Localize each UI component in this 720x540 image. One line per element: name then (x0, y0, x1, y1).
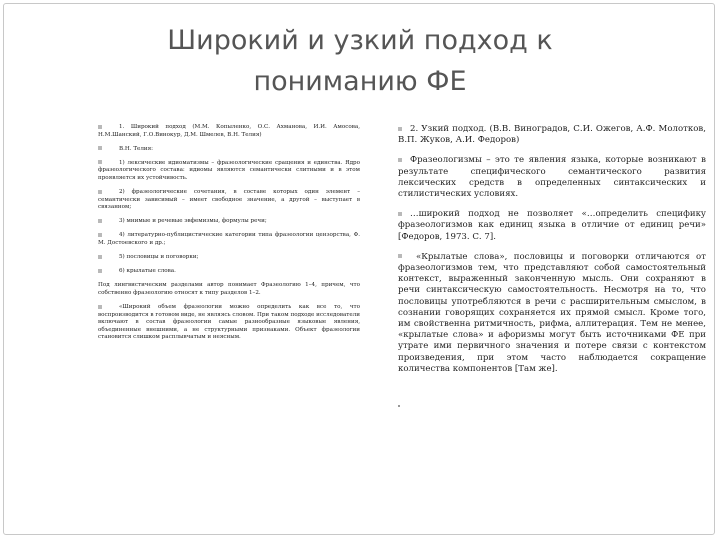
left-paragraph-5: 3) мнимые и речевые эвфемизмы, формулы речи; (98, 218, 360, 226)
bullet-icon (98, 160, 102, 164)
left-paragraph-3: 1) лексические идиоматизмы – фразеологические сращения и единства. Ядро фразеологического состава: идиомы являются семантически слитными и в этом проявляется их устойчивость. (98, 159, 360, 181)
bullet-icon (98, 190, 102, 194)
bullet-icon (98, 146, 102, 150)
bullet-icon (398, 254, 402, 258)
bullet-icon (398, 127, 402, 131)
left-column (98, 124, 360, 348)
stray-dot (398, 405, 400, 407)
left-paragraph-6: 4) литературно-публицистические категории типа фразеологии цензорства, Ф. М. Достоевского и др.; (98, 232, 360, 247)
bullet-icon (98, 305, 102, 309)
bullet-icon (398, 158, 402, 162)
left-paragraph-10: «Широкий объем фразеологии можно определить как все то, что воспроизводится в готовом виде, не являясь словом. При таком подходе исследователи включают в состав фразеологии самые разнообразные языковые явления, объединенные внешними, а не структурными признаками. Объект фразеологии становится слишком расплывчатым и неясным. (98, 304, 360, 341)
left-paragraph-9: Под лингвистическим разделами автор понимает Фразеологию 1–4, причем, что собственно фразеологию относят к типу разделов 1–2. (98, 282, 360, 296)
left-paragraph-1: 1. Широкий подход (М.М. Копыленко, О.С. Ахманова, И.И. Амосова, Н.М.Шанский, Г.О.Винокур, Д.М. Шмелев, В.Н. Телия) (98, 124, 360, 138)
bullet-icon (98, 269, 102, 273)
left-paragraph-4: 2) фразеологические сочетания, в составе которых один элемент – семантически зависимый – имеет свободное значение, а другой – выступает в связанном; (98, 189, 360, 211)
bullet-icon (98, 233, 102, 237)
slide-title: Широкий и узкий подход к пониманию ФЕ (167, 25, 553, 97)
right-paragraph-2: Фразеологизмы – это те явления языка, которые возникают в результате специфического семантического развития лексических средств в определенных синтаксических и стилистических условиях. (398, 155, 706, 200)
right-paragraph-3: …широкий подход не позволяет «…определить специфику фразеологизмов как единиц языка в отличие от единиц речи» [Федоров, 1973. С. 7]. (398, 209, 706, 242)
left-paragraph-8: 6) крылатые слова. (98, 268, 360, 276)
bullet-icon (98, 219, 102, 223)
right-column (398, 124, 706, 384)
bullet-icon (398, 212, 402, 216)
left-paragraph-7: 5) пословицы и поговорки; (98, 254, 360, 262)
bullet-icon (98, 255, 102, 259)
bullet-icon (98, 125, 102, 129)
left-paragraph-2: В.Н. Телия: (98, 146, 360, 154)
right-paragraph-4: «Крылатые слова», пословицы и поговорки отличаются от фразеологизмов тем, что представляют собой самостоятельный контекст, выраженный законченную мысль. Они сохраняют в речи синтаксическую самостоятельность. Несмотря на то, что пословицы употребляются в речи с расширительным смыслом, в сознании говорящих сохраняется их прямой смысл. Кроме того, им свойственна ритмичность, рифма, аллитерация. Тем не менее, «крылатые слова» и афоризмы могут быть источниками ФЕ при утрате ими первичного значения и потере связи с контекстом произведения, при этом часто наблюдается сокращение количества компонентов [Там же]. (398, 251, 706, 374)
right-paragraph-1: 2. Узкий подход. (В.В. Виноградов, С.И. Ожегов, А.Ф. Молотков, В.П. Жуков, А.И. Федоров) (398, 124, 706, 146)
